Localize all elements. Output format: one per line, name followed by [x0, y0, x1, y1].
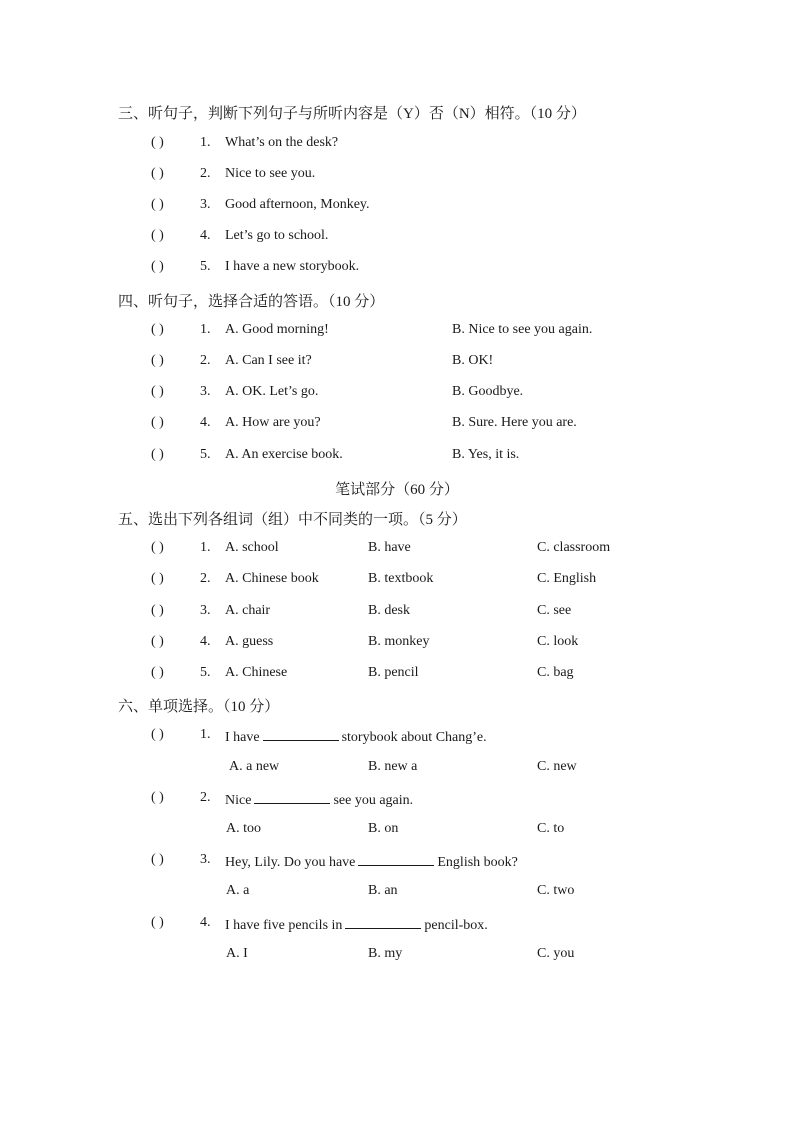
sentence-text: Let’s go to school. [225, 228, 329, 243]
sentence-text: I have a new storybook. [225, 259, 360, 274]
option-a: A. guess [225, 634, 274, 649]
answer-bracket[interactable]: ( ) [151, 197, 164, 212]
s6-question-4 [0, 915, 794, 935]
s6-options-1 [0, 759, 794, 779]
option-c: C. classroom [537, 540, 611, 555]
answer-bracket[interactable]: ( ) [151, 603, 164, 618]
s3-item-5 [0, 259, 794, 279]
option-a: A. Chinese book [225, 571, 319, 586]
item-number: 2. [200, 166, 211, 181]
option-b: B. Sure. Here you are. [452, 415, 577, 430]
s6-question-1 [0, 727, 794, 747]
option-c: C. see [537, 603, 572, 618]
option-a: A. a new [229, 759, 280, 774]
item-number: 3. [200, 384, 211, 399]
option-b: B. Nice to see you again. [452, 322, 593, 337]
option-b: B. Goodbye. [452, 384, 524, 399]
question-pre: I have five pencils in [225, 918, 343, 933]
s5-item-4 [0, 634, 794, 654]
section-4-heading: 四、听句子，选择合适的答语。（10 分） [118, 294, 385, 310]
item-number: 1. [200, 135, 211, 150]
answer-bracket[interactable]: ( ) [151, 447, 164, 462]
answer-bracket[interactable]: ( ) [151, 727, 164, 742]
question-text [225, 727, 487, 746]
answer-bracket[interactable]: ( ) [151, 135, 164, 150]
s3-item-3 [0, 197, 794, 217]
option-c: C. new [537, 759, 577, 774]
fill-blank[interactable] [358, 852, 434, 866]
item-number: 5. [200, 259, 211, 274]
sentence-text: Nice to see you. [225, 166, 316, 181]
item-number: 3. [200, 603, 211, 618]
question-post: pencil-box. [424, 918, 488, 933]
item-number: 4. [200, 415, 211, 430]
answer-bracket[interactable]: ( ) [151, 665, 164, 680]
option-a: A. too [226, 821, 261, 836]
s5-item-3 [0, 603, 794, 623]
answer-bracket[interactable]: ( ) [151, 228, 164, 243]
question-post: storybook about Chang’e. [341, 730, 487, 745]
question-pre: Nice [225, 793, 252, 808]
question-text [225, 852, 518, 871]
question-text [225, 915, 488, 934]
option-b: B. have [368, 540, 411, 555]
s5-item-2 [0, 571, 794, 591]
option-b: B. an [368, 883, 398, 898]
item-number: 4. [200, 228, 211, 243]
item-number: 3. [200, 197, 211, 212]
s4-item-1 [0, 322, 794, 342]
option-b: B. my [368, 946, 403, 961]
option-c: C. you [537, 946, 575, 961]
option-a: A. chair [225, 603, 271, 618]
option-a: A. An exercise book. [225, 447, 343, 462]
option-a: A. school [225, 540, 279, 555]
s6-question-2 [0, 790, 794, 810]
answer-bracket[interactable]: ( ) [151, 259, 164, 274]
item-number: 5. [200, 447, 211, 462]
item-number: 1. [200, 727, 211, 742]
section-5-heading: 五、选出下列各组词（组）中不同类的一项。（5 分） [118, 512, 467, 528]
s5-item-1 [0, 540, 794, 560]
option-a: A. Can I see it? [225, 353, 312, 368]
item-number: 2. [200, 571, 211, 586]
option-b: B. textbook [368, 571, 434, 586]
item-number: 4. [200, 634, 211, 649]
option-a: A. How are you? [225, 415, 321, 430]
answer-bracket[interactable]: ( ) [151, 571, 164, 586]
section-3-heading: 三、听句子，判断下列句子与所听内容是（Y）否（N）相符。（10 分） [118, 106, 586, 122]
sentence-text: What’s on the desk? [225, 135, 339, 150]
s4-item-3 [0, 384, 794, 404]
option-c: C. English [537, 571, 597, 586]
answer-bracket[interactable]: ( ) [151, 384, 164, 399]
fill-blank[interactable] [345, 915, 421, 929]
written-part-title: 笔试部分（60 分） [335, 482, 459, 498]
option-b: B. pencil [368, 665, 419, 680]
option-c: C. bag [537, 665, 574, 680]
option-a: A. OK. Let’s go. [225, 384, 319, 399]
option-b: B. desk [368, 603, 410, 618]
option-a: A. Chinese [225, 665, 288, 680]
item-number: 5. [200, 665, 211, 680]
s3-item-2 [0, 166, 794, 186]
s4-item-5 [0, 447, 794, 467]
answer-bracket[interactable]: ( ) [151, 322, 164, 337]
answer-bracket[interactable]: ( ) [151, 790, 164, 805]
item-number: 2. [200, 790, 211, 805]
section-6-heading: 六、单项选择。（10 分） [118, 699, 280, 715]
item-number: 1. [200, 540, 211, 555]
option-b: B. new a [368, 759, 418, 774]
fill-blank[interactable] [263, 727, 339, 741]
option-c: C. look [537, 634, 579, 649]
item-number: 2. [200, 353, 211, 368]
question-post: English book? [437, 855, 518, 870]
sentence-text: Good afternoon, Monkey. [225, 197, 370, 212]
question-text [225, 790, 413, 809]
option-b: B. Yes, it is. [452, 447, 520, 462]
s6-options-3 [0, 883, 794, 903]
option-c: C. two [537, 883, 575, 898]
answer-bracket[interactable]: ( ) [151, 540, 164, 555]
option-b: B. OK! [452, 353, 494, 368]
answer-bracket[interactable]: ( ) [151, 852, 164, 867]
option-a: A. a [226, 883, 250, 898]
option-c: C. to [537, 821, 565, 836]
question-pre: Hey, Lily. Do you have [225, 855, 356, 870]
fill-blank[interactable] [254, 790, 330, 804]
s6-options-4 [0, 946, 794, 966]
answer-bracket[interactable]: ( ) [151, 166, 164, 181]
item-number: 4. [200, 915, 211, 930]
item-number: 3. [200, 852, 211, 867]
answer-bracket[interactable]: ( ) [151, 634, 164, 649]
s4-item-2 [0, 353, 794, 373]
option-a: A. I [226, 946, 248, 961]
s6-question-3 [0, 852, 794, 872]
s6-options-2 [0, 821, 794, 841]
s3-item-1 [0, 135, 794, 155]
s4-item-4 [0, 415, 794, 435]
s5-item-5 [0, 665, 794, 685]
item-number: 1. [200, 322, 211, 337]
answer-bracket[interactable]: ( ) [151, 353, 164, 368]
question-post: see you again. [333, 793, 414, 808]
s3-item-4 [0, 228, 794, 248]
option-a: A. Good morning! [225, 322, 329, 337]
question-pre: I have [225, 730, 260, 745]
option-b: B. monkey [368, 634, 430, 649]
answer-bracket[interactable]: ( ) [151, 415, 164, 430]
option-b: B. on [368, 821, 399, 836]
answer-bracket[interactable]: ( ) [151, 915, 164, 930]
